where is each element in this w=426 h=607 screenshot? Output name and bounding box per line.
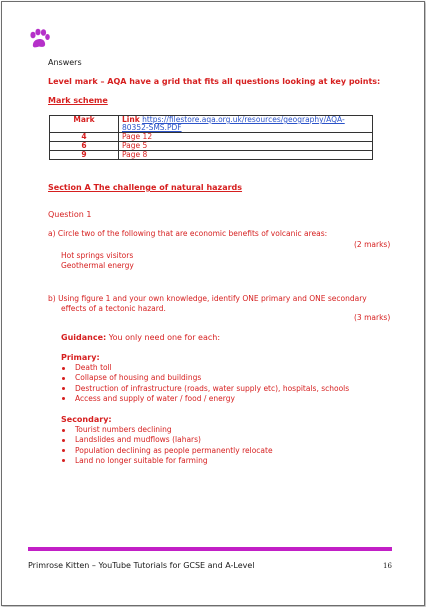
- guidance-label: Guidance:: [61, 333, 107, 342]
- list-item-text: Death toll: [75, 363, 112, 372]
- table-row: [50, 151, 373, 160]
- list-item: [61, 363, 349, 373]
- question-b-line1: b) Using figure 1 and your own knowledge, identify ONE primary and ONE secondary: [48, 294, 367, 303]
- bullet-icon: [62, 459, 65, 462]
- document-page: [1, 1, 425, 606]
- answer-item: Geothermal energy: [61, 261, 134, 270]
- footer-text: Primrose Kitten – YouTube Tutorials for GCSE and A-Level: [28, 561, 255, 570]
- guidance-line: [61, 333, 220, 342]
- list-item-text: Landslides and mudflows (lahars): [75, 435, 201, 445]
- page-cell: Page 8: [119, 151, 373, 160]
- page-cell: Page 12: [119, 133, 373, 142]
- list-item: [61, 446, 273, 456]
- link-label: Link: [122, 115, 140, 124]
- answer-item: Hot springs visitors: [61, 251, 134, 260]
- section-heading: Section A The challenge of natural hazards: [48, 183, 243, 192]
- mark-scheme-table: [49, 115, 373, 160]
- list-item-text: Land no longer suitable for farming: [75, 455, 208, 465]
- table-header-row: [50, 116, 373, 133]
- list-item: [61, 425, 273, 435]
- list-item: [61, 384, 349, 394]
- bullet-icon: [62, 429, 65, 432]
- list-item: [61, 394, 349, 404]
- table-row: [50, 133, 373, 142]
- bullet-icon: [62, 449, 65, 452]
- bullet-icon: [62, 367, 65, 370]
- list-item: [61, 456, 273, 466]
- question-a-marks: (2 marks): [354, 240, 391, 249]
- list-item-text: Population declining as people permanently relocate: [75, 445, 273, 455]
- primary-effects-list: [61, 363, 349, 404]
- bullet-icon: [62, 377, 65, 380]
- page-cell: Page 5: [119, 142, 373, 151]
- level-mark-text: Level mark – AQA have a grid that fits all questions looking at key points:: [48, 77, 381, 86]
- bullet-icon: [62, 387, 65, 390]
- list-item-text: Access and supply of water / food / energy: [75, 393, 235, 403]
- bullet-icon: [62, 397, 65, 400]
- list-item-text: Collapse of housing and buildings: [75, 373, 202, 383]
- mark-cell: 4: [50, 133, 119, 142]
- mark-scheme-link[interactable]: [122, 115, 345, 132]
- link-url-line1: https://filestore.aqa.org.uk/resources/geography/AQA-: [142, 115, 345, 124]
- list-item: [61, 373, 349, 383]
- primary-heading: Primary:: [61, 353, 100, 362]
- secondary-heading: Secondary:: [61, 415, 112, 424]
- mark-cell: 6: [50, 142, 119, 151]
- list-item: [61, 435, 273, 445]
- question-b-marks: (3 marks): [354, 313, 391, 322]
- question-a-text: a) Circle two of the following that are economic benefits of volcanic areas:: [48, 229, 328, 238]
- bullet-icon: [62, 439, 65, 442]
- secondary-effects-list: [61, 425, 273, 466]
- table-row: [50, 142, 373, 151]
- mark-cell: 9: [50, 151, 119, 160]
- answers-label: Answers: [48, 58, 82, 67]
- guidance-text: You only need one for each:: [106, 333, 221, 342]
- mark-column-header: Mark: [50, 116, 119, 133]
- question-b-line2: effects of a tectonic hazard.: [61, 304, 166, 313]
- footer-rule: [28, 547, 392, 551]
- list-item-text: Tourist numbers declining: [75, 425, 172, 434]
- page-number: 16: [383, 562, 392, 570]
- link-column-header: [119, 116, 373, 133]
- paw-print-icon: [28, 28, 50, 50]
- link-url-line2: 80352-SMS.PDF: [122, 123, 182, 132]
- list-item-text: Destruction of infrastructure (roads, water supply etc), hospitals, schools: [75, 383, 350, 393]
- question-label: Question 1: [48, 210, 92, 219]
- mark-scheme-heading: Mark scheme: [48, 96, 108, 105]
